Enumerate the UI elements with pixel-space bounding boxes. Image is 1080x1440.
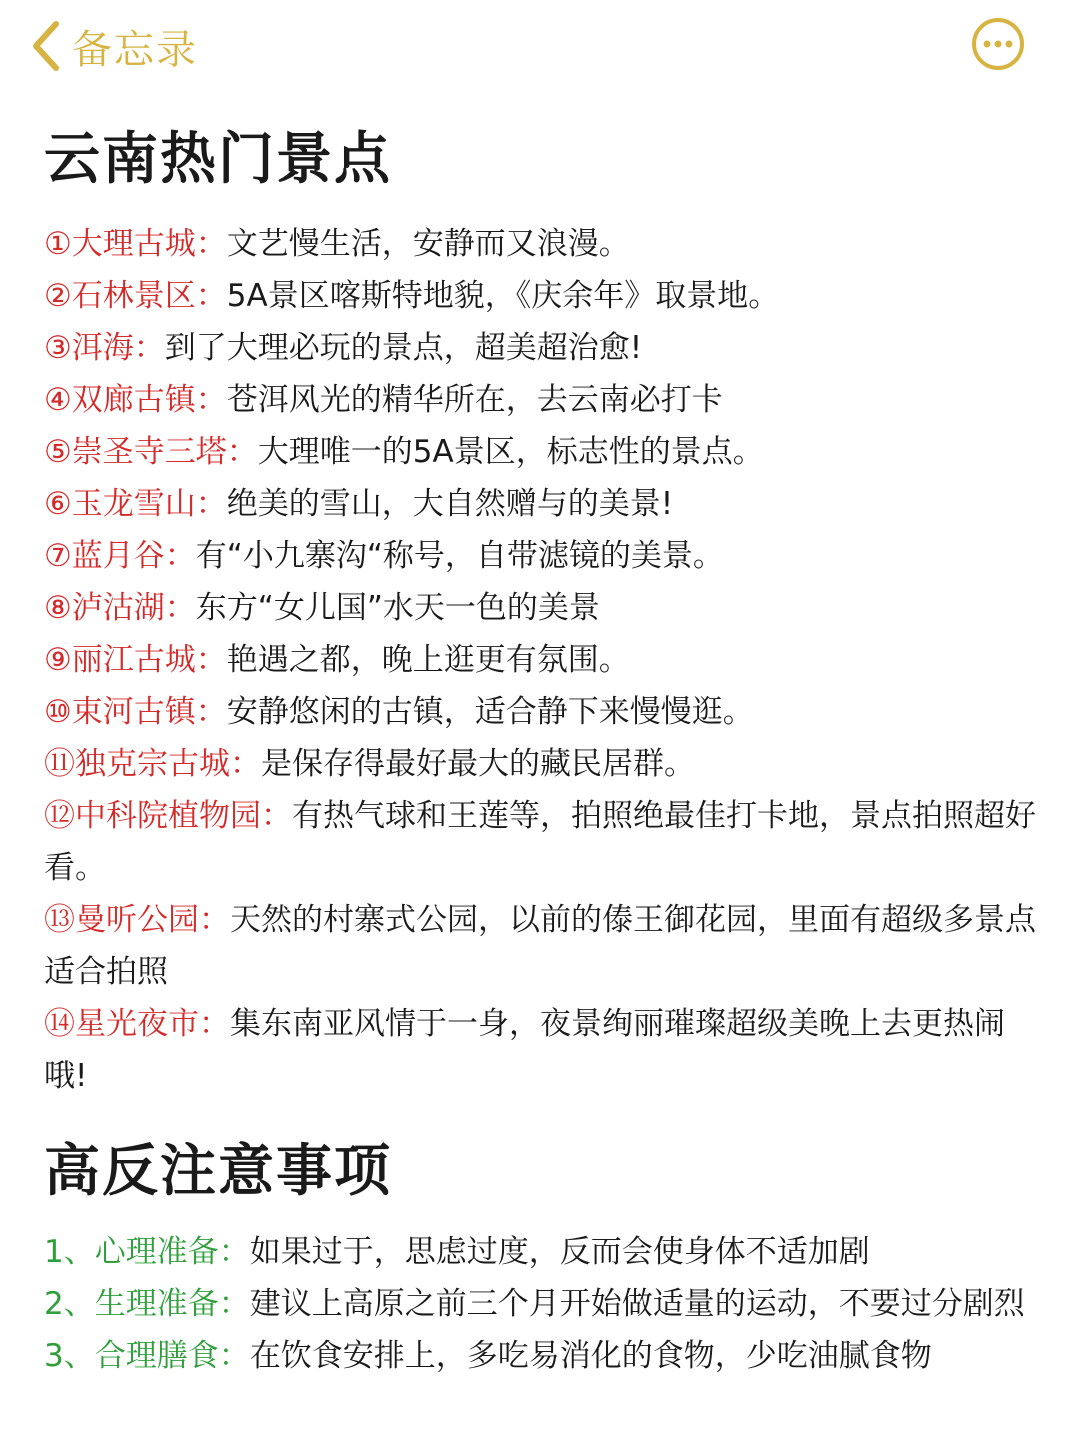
list-item [44, 322, 1044, 374]
item-name: 合理膳食： [94, 1338, 250, 1374]
item-number: ② [44, 278, 72, 314]
list-item [44, 1226, 1044, 1278]
list-item [44, 998, 1044, 1102]
item-number: ⑨ [44, 642, 72, 678]
list-item [44, 374, 1044, 426]
item-number: ⑦ [44, 538, 72, 574]
item-name: 心理准备： [94, 1234, 250, 1270]
list-item [44, 790, 1044, 894]
item-name: 丽江古城： [71, 642, 227, 678]
list-item [44, 582, 1044, 634]
item-description: 绝美的雪山，大自然赠与的美景! [226, 486, 674, 522]
item-description: 如果过于，思虑过度，反而会使身体不适加剧 [249, 1234, 870, 1270]
item-description: 天然的村寨式公园，以前的傣王御花园，里面有超级多景点适合拍照 [44, 902, 1036, 990]
item-description: 文艺慢生活，安静而又浪漫。 [226, 226, 630, 262]
item-name: 洱海： [71, 330, 165, 366]
item-name: 石林景区： [71, 278, 227, 314]
back-button[interactable] [28, 16, 198, 76]
list-item [44, 478, 1044, 530]
item-number: ⑭ [44, 1006, 75, 1042]
item-number: ⑤ [44, 434, 72, 470]
item-name: 玉龙雪山： [71, 486, 227, 522]
note-body[interactable] [44, 118, 1044, 1382]
more-button[interactable] [972, 18, 1024, 70]
list-item [44, 738, 1044, 790]
back-label: 备忘录 [72, 26, 198, 73]
list-item [44, 1278, 1044, 1330]
item-number: ⑬ [44, 902, 75, 938]
list-item [44, 270, 1044, 322]
item-name: 泸沽湖： [71, 590, 196, 626]
item-number: ④ [44, 382, 72, 418]
list-item [44, 426, 1044, 478]
item-number: 3、 [44, 1338, 95, 1374]
item-description: 苍洱风光的精华所在，去云南必打卡 [226, 382, 723, 418]
item-description: 有“小九寨沟“称号，自带滤镜的美景。 [195, 538, 724, 574]
item-description: 建议上高原之前三个月开始做适量的运动，不要过分剧烈 [249, 1286, 1025, 1322]
item-name: 中科院植物园： [75, 798, 292, 834]
item-name: 独克宗古城： [75, 746, 261, 782]
list-item [44, 686, 1044, 738]
item-description: 5A景区喀斯特地貌，《庆余年》取景地。 [226, 278, 780, 314]
item-name: 崇圣寺三塔： [71, 434, 258, 470]
item-description: 东方“女儿国”水天一色的美景 [195, 590, 600, 626]
item-number: ③ [44, 330, 72, 366]
chevron-left-icon [28, 20, 62, 72]
list-item [44, 218, 1044, 270]
item-description: 安静悠闲的古镇，适合静下来慢慢逛。 [226, 694, 754, 730]
item-description: 到了大理必玩的景点，超美超治愈! [164, 330, 643, 366]
more-horizontal-icon [983, 40, 1013, 48]
item-description: 有热气球和王莲等，拍照绝最佳打卡地，景点拍照超好看。 [44, 798, 1036, 886]
item-number: ⑫ [44, 798, 75, 834]
item-number: 1、 [44, 1234, 95, 1270]
item-number: ⑥ [44, 486, 72, 522]
item-description: 在饮食安排上，多吃易消化的食物，少吃油腻食物 [249, 1338, 932, 1374]
item-number: ⑪ [44, 746, 75, 782]
list-item [44, 530, 1044, 582]
item-number: 2、 [44, 1286, 95, 1322]
item-name: 双廊古镇： [71, 382, 227, 418]
item-description: 艳遇之都，晚上逛更有氛围。 [226, 642, 630, 678]
item-name: 蓝月谷： [71, 538, 196, 574]
item-name: 曼听公园： [75, 902, 230, 938]
section-title-altitude: 高反注意事项 [44, 1139, 392, 1204]
item-description: 是保存得最好最大的藏民居群。 [261, 746, 695, 782]
item-number: ① [44, 226, 72, 262]
item-description: 集东南亚风情于一身，夜景绚丽璀璨超级美晚上去更热闹哦! [44, 1006, 1005, 1094]
item-name: 束河古镇： [71, 694, 227, 730]
spots-list [44, 218, 1044, 1102]
item-description: 大理唯一的5A景区，标志性的景点。 [257, 434, 764, 470]
list-item [44, 634, 1044, 686]
list-item [44, 1330, 1044, 1382]
item-name: 生理准备： [94, 1286, 250, 1322]
section-title-spots: 云南热门景点 [44, 127, 392, 192]
item-name: 大理古城： [71, 226, 227, 262]
navigation-bar [0, 0, 1080, 96]
altitude-list [44, 1226, 1044, 1382]
list-item [44, 894, 1044, 998]
item-number: ⑩ [44, 694, 72, 730]
item-name: 星光夜市： [75, 1006, 230, 1042]
item-number: ⑧ [44, 590, 72, 626]
